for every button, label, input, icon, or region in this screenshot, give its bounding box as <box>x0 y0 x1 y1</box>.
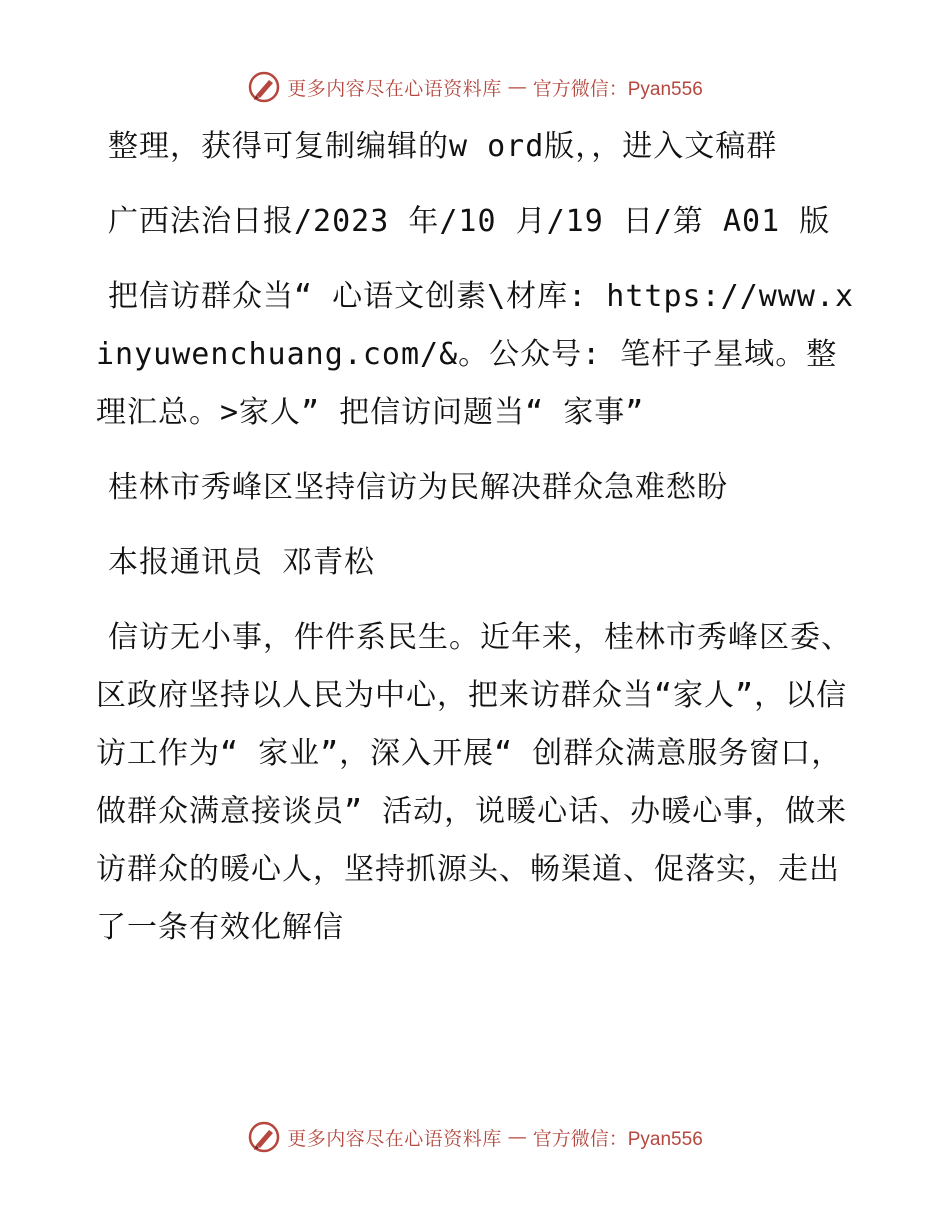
paragraph-byline <box>96 534 856 592</box>
paragraph-source-line <box>96 193 856 251</box>
site-slogan: 更多内容尽在心语资料库 <box>287 1127 502 1150</box>
wechat-contact: 官方微信：Pyan556 <box>532 78 703 100</box>
site-slogan: 更多内容尽在心语资料库 <box>287 77 502 100</box>
paragraph-headline <box>96 268 856 442</box>
document-body <box>96 118 856 974</box>
banner-separator: — <box>507 76 527 98</box>
paragraph-source-line-text: 广西法治日报/2023 年/10 月/19 日/第 A01 版 <box>108 204 831 239</box>
paragraph-subheadline <box>96 459 856 517</box>
paragraph-byline-text: 本报通讯员 邓青松 <box>108 545 376 580</box>
banner-separator: — <box>507 1126 527 1148</box>
paragraph-intro-text: 整理，获得可复制编辑的w ord版，，进入文稿群 <box>108 129 778 164</box>
header-watermark-banner <box>0 70 950 104</box>
wechat-contact: 官方微信：Pyan556 <box>532 1128 703 1150</box>
paragraph-subheadline-text: 桂林市秀峰区坚持信访为民解决群众急难愁盼 <box>108 470 728 505</box>
paragraph-headline-text: 把信访群众当“ 心语文创素\材库: https://www.xinyuwenchuang.com/&。公众号: 笔杆子星域。整理汇总。>家人” 把信访问题当“ 家事” <box>96 279 855 430</box>
paragraph-body <box>96 609 856 957</box>
paragraph-body-text: 信访无小事，件件系民生。近年来，桂林市秀峰区委、区政府坚持以人民为中心，把来访群众当“家人”，以信访工作为“ 家业”，深入开展“ 创群众满意服务窗口，做群众满意接谈员” 活动，说暖心话、办暖心事，做来访群众的暖心人，坚持抓源头、畅渠道、促落实，走出了一条有效化解信 <box>96 620 852 945</box>
paragraph-intro <box>96 118 856 176</box>
pen-logo-icon <box>247 1120 281 1154</box>
footer-watermark-banner <box>0 1120 950 1154</box>
pen-logo-icon <box>247 70 281 104</box>
